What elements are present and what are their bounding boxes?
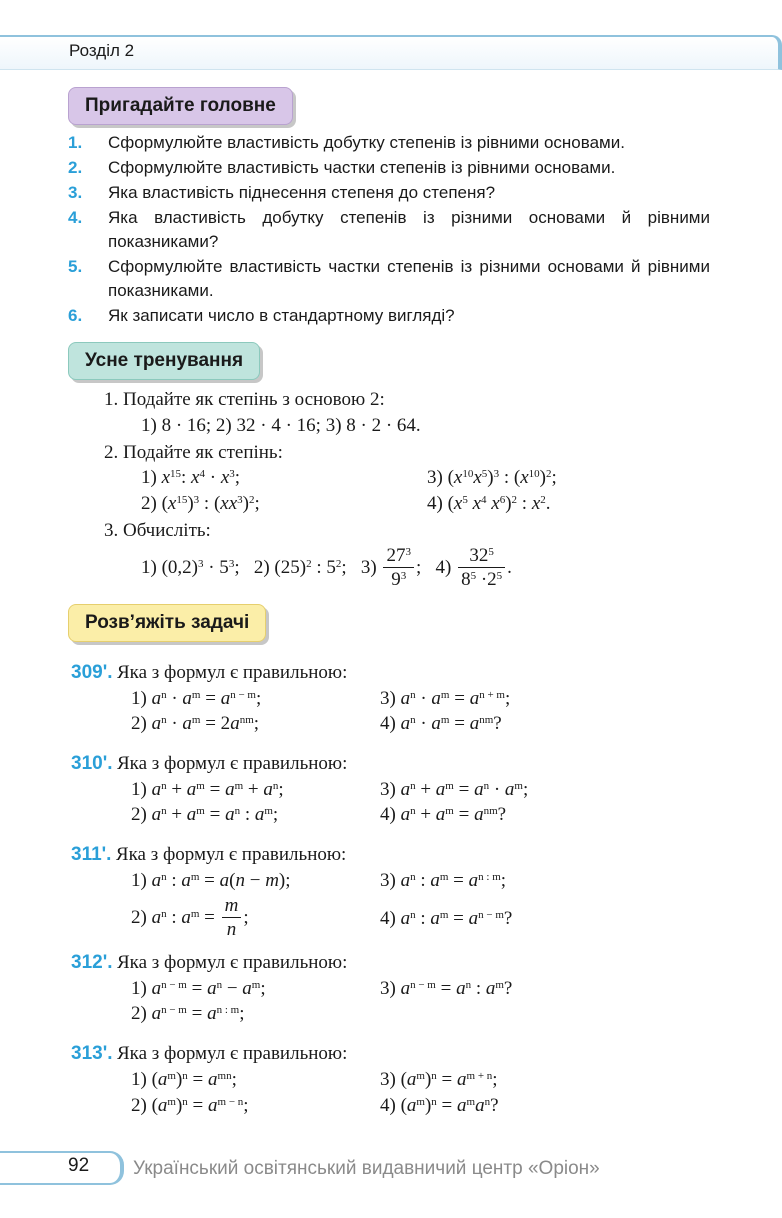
task-310-option-3: 3) $a^n + a^m = a^n \cdot a^m$; — [380, 779, 529, 800]
solve-heading: Розв’яжіть задачі — [68, 604, 266, 642]
task-312-option-1: 1) $a^{n - m} = a^n - a^m$; — [131, 978, 266, 999]
task-310 — [71, 753, 347, 775]
task-312 — [71, 952, 347, 974]
exercise-1-heading: 1. Подайте як степінь з основою 2: — [104, 389, 385, 410]
exercise-3-heading: 3. Обчисліть: — [104, 520, 211, 541]
task-311 — [71, 844, 346, 866]
task-prompt: Яка з формул є правильною: — [116, 952, 348, 973]
list-item — [68, 156, 710, 180]
task-prompt: Яка з формул є правильною: — [116, 662, 348, 683]
list-item — [68, 181, 710, 205]
question-text: Сформулюйте властивість добутку степенів із рівними основами. — [108, 133, 625, 152]
section-title: Розділ 2 — [69, 41, 135, 60]
exercise-2-item-3: 3) $(x^{10}x^5)^3$ : $(x^{10})^2$; — [427, 467, 557, 488]
task-310-option-4: 4) $a^n + a^m = a^{nm}$? — [380, 804, 507, 825]
page-number: 92 — [68, 1155, 90, 1176]
fraction: $\frac{27^3}{9^3}$ — [383, 545, 414, 592]
exercise-2-item-1: 1) $x^{15}$: $x^4 \cdot x^3$; — [141, 467, 241, 488]
task-311-option-1: 1) $a^n$ : $a^m = a(n - m)$; — [131, 870, 291, 891]
fraction: $\frac{32^5}{8^5 \cdot 2^5}$ — [458, 545, 505, 592]
question-text: Яка властивість піднесення степеня до степеня? — [108, 183, 496, 202]
question-number: 6. — [68, 306, 83, 325]
footer-band — [0, 1151, 124, 1185]
oral-heading: Усне тренування — [68, 342, 260, 380]
task-309-option-3: 3) $a^n \cdot a^m = a^{n + m}$; — [380, 688, 511, 709]
exercise-1-items: 1) 8 · 16; 2) 32 · 4 · 16; 3) 8 · 2 · 64. — [141, 415, 421, 436]
task-313-option-4: 4) $(a^m)^n = a^ma^n$? — [380, 1095, 499, 1116]
question-number: 1. — [68, 133, 83, 152]
question-number: 5. — [68, 257, 83, 276]
exercise-3-items: 1) $(0,2)^3 \cdot 5^3$; 2) $(25)^2$ : $5^2$; 3) $\frac{27^3}{9^3}$ ; 4) $\frac{32^5}{8^5 \cdot 2^5}$ . — [141, 545, 512, 590]
task-prompt: Яка з формул є правильною: — [116, 1043, 348, 1064]
task-311-option-2: 2) $a^n$ : $a^m$ = $\frac{m}{n}$ ; — [131, 895, 249, 940]
task-309-option-4: 4) $a^n \cdot a^m = a^{nm}$? — [380, 713, 502, 734]
task-number: 309'. — [71, 662, 113, 683]
recall-heading: Пригадайте головне — [68, 87, 293, 125]
task-313-option-2: 2) $(a^m)^n = a^{m - n}$; — [131, 1095, 249, 1116]
task-309-option-2: 2) $a^n \cdot a^m = 2a^{nm}$; — [131, 713, 260, 734]
task-number: 313'. — [71, 1043, 113, 1064]
task-311-option-4: 4) $a^n$ : $a^m = a^{n - m}$? — [380, 908, 513, 929]
task-prompt: Яка з формул є правильною: — [115, 844, 347, 865]
exercise-2-heading: 2. Подайте як степінь: — [104, 442, 283, 463]
exercise-2-item-4: 4) ($x^5$ $x^4$ $x^6)^2$ : $x^2$. — [427, 493, 551, 514]
list-item — [68, 206, 710, 254]
publisher-name: Український освітянський видавничий центр «Оріон» — [133, 1158, 600, 1179]
question-text: Сформулюйте властивість частки степенів із різними основами й рівними показниками. — [108, 257, 710, 300]
exercise-2-item-2: 2) $(x^{15})^3$ : $(xx^3)^2$; — [141, 493, 260, 514]
question-text: Як записати число в стандартному вигляді? — [108, 306, 455, 325]
list-item — [68, 304, 710, 328]
question-number: 3. — [68, 183, 83, 202]
task-312-option-3: 3) $a^{n - m} = a^n$ : $a^m$? — [380, 978, 513, 999]
task-313 — [71, 1043, 347, 1065]
task-309 — [71, 662, 347, 684]
task-309-option-1: 1) $a^n \cdot a^m = a^{n - m}$; — [131, 688, 262, 709]
question-number: 4. — [68, 208, 83, 227]
fraction: $\frac{m}{n}$ — [222, 895, 242, 942]
task-number: 312'. — [71, 952, 113, 973]
task-number: 310'. — [71, 753, 113, 774]
list-item — [68, 255, 710, 303]
list-item — [68, 131, 710, 155]
recall-question-list — [68, 131, 710, 329]
question-text: Яка властивість добутку степенів із різними основами й рівними показниками? — [108, 208, 710, 251]
task-310-option-1: 1) $a^n + a^m = a^m + a^n$; — [131, 779, 284, 800]
task-310-option-2: 2) $a^n + a^m = a^n$ : $a^m$; — [131, 804, 279, 825]
task-312-option-2: 2) $a^{n - m} = a^{n : m}$; — [131, 1003, 245, 1024]
task-313-option-3: 3) $(a^m)^n = a^{m + n}$; — [380, 1069, 498, 1090]
question-text: Сформулюйте властивість частки степенів із рівними основами. — [108, 158, 616, 177]
question-number: 2. — [68, 158, 83, 177]
task-311-option-3: 3) $a^n$ : $a^m = a^{n : m}$; — [380, 870, 507, 891]
task-number: 311'. — [71, 844, 112, 865]
task-313-option-1: 1) $(a^m)^n = a^{mn}$; — [131, 1069, 237, 1090]
task-prompt: Яка з формул є правильною: — [116, 753, 348, 774]
